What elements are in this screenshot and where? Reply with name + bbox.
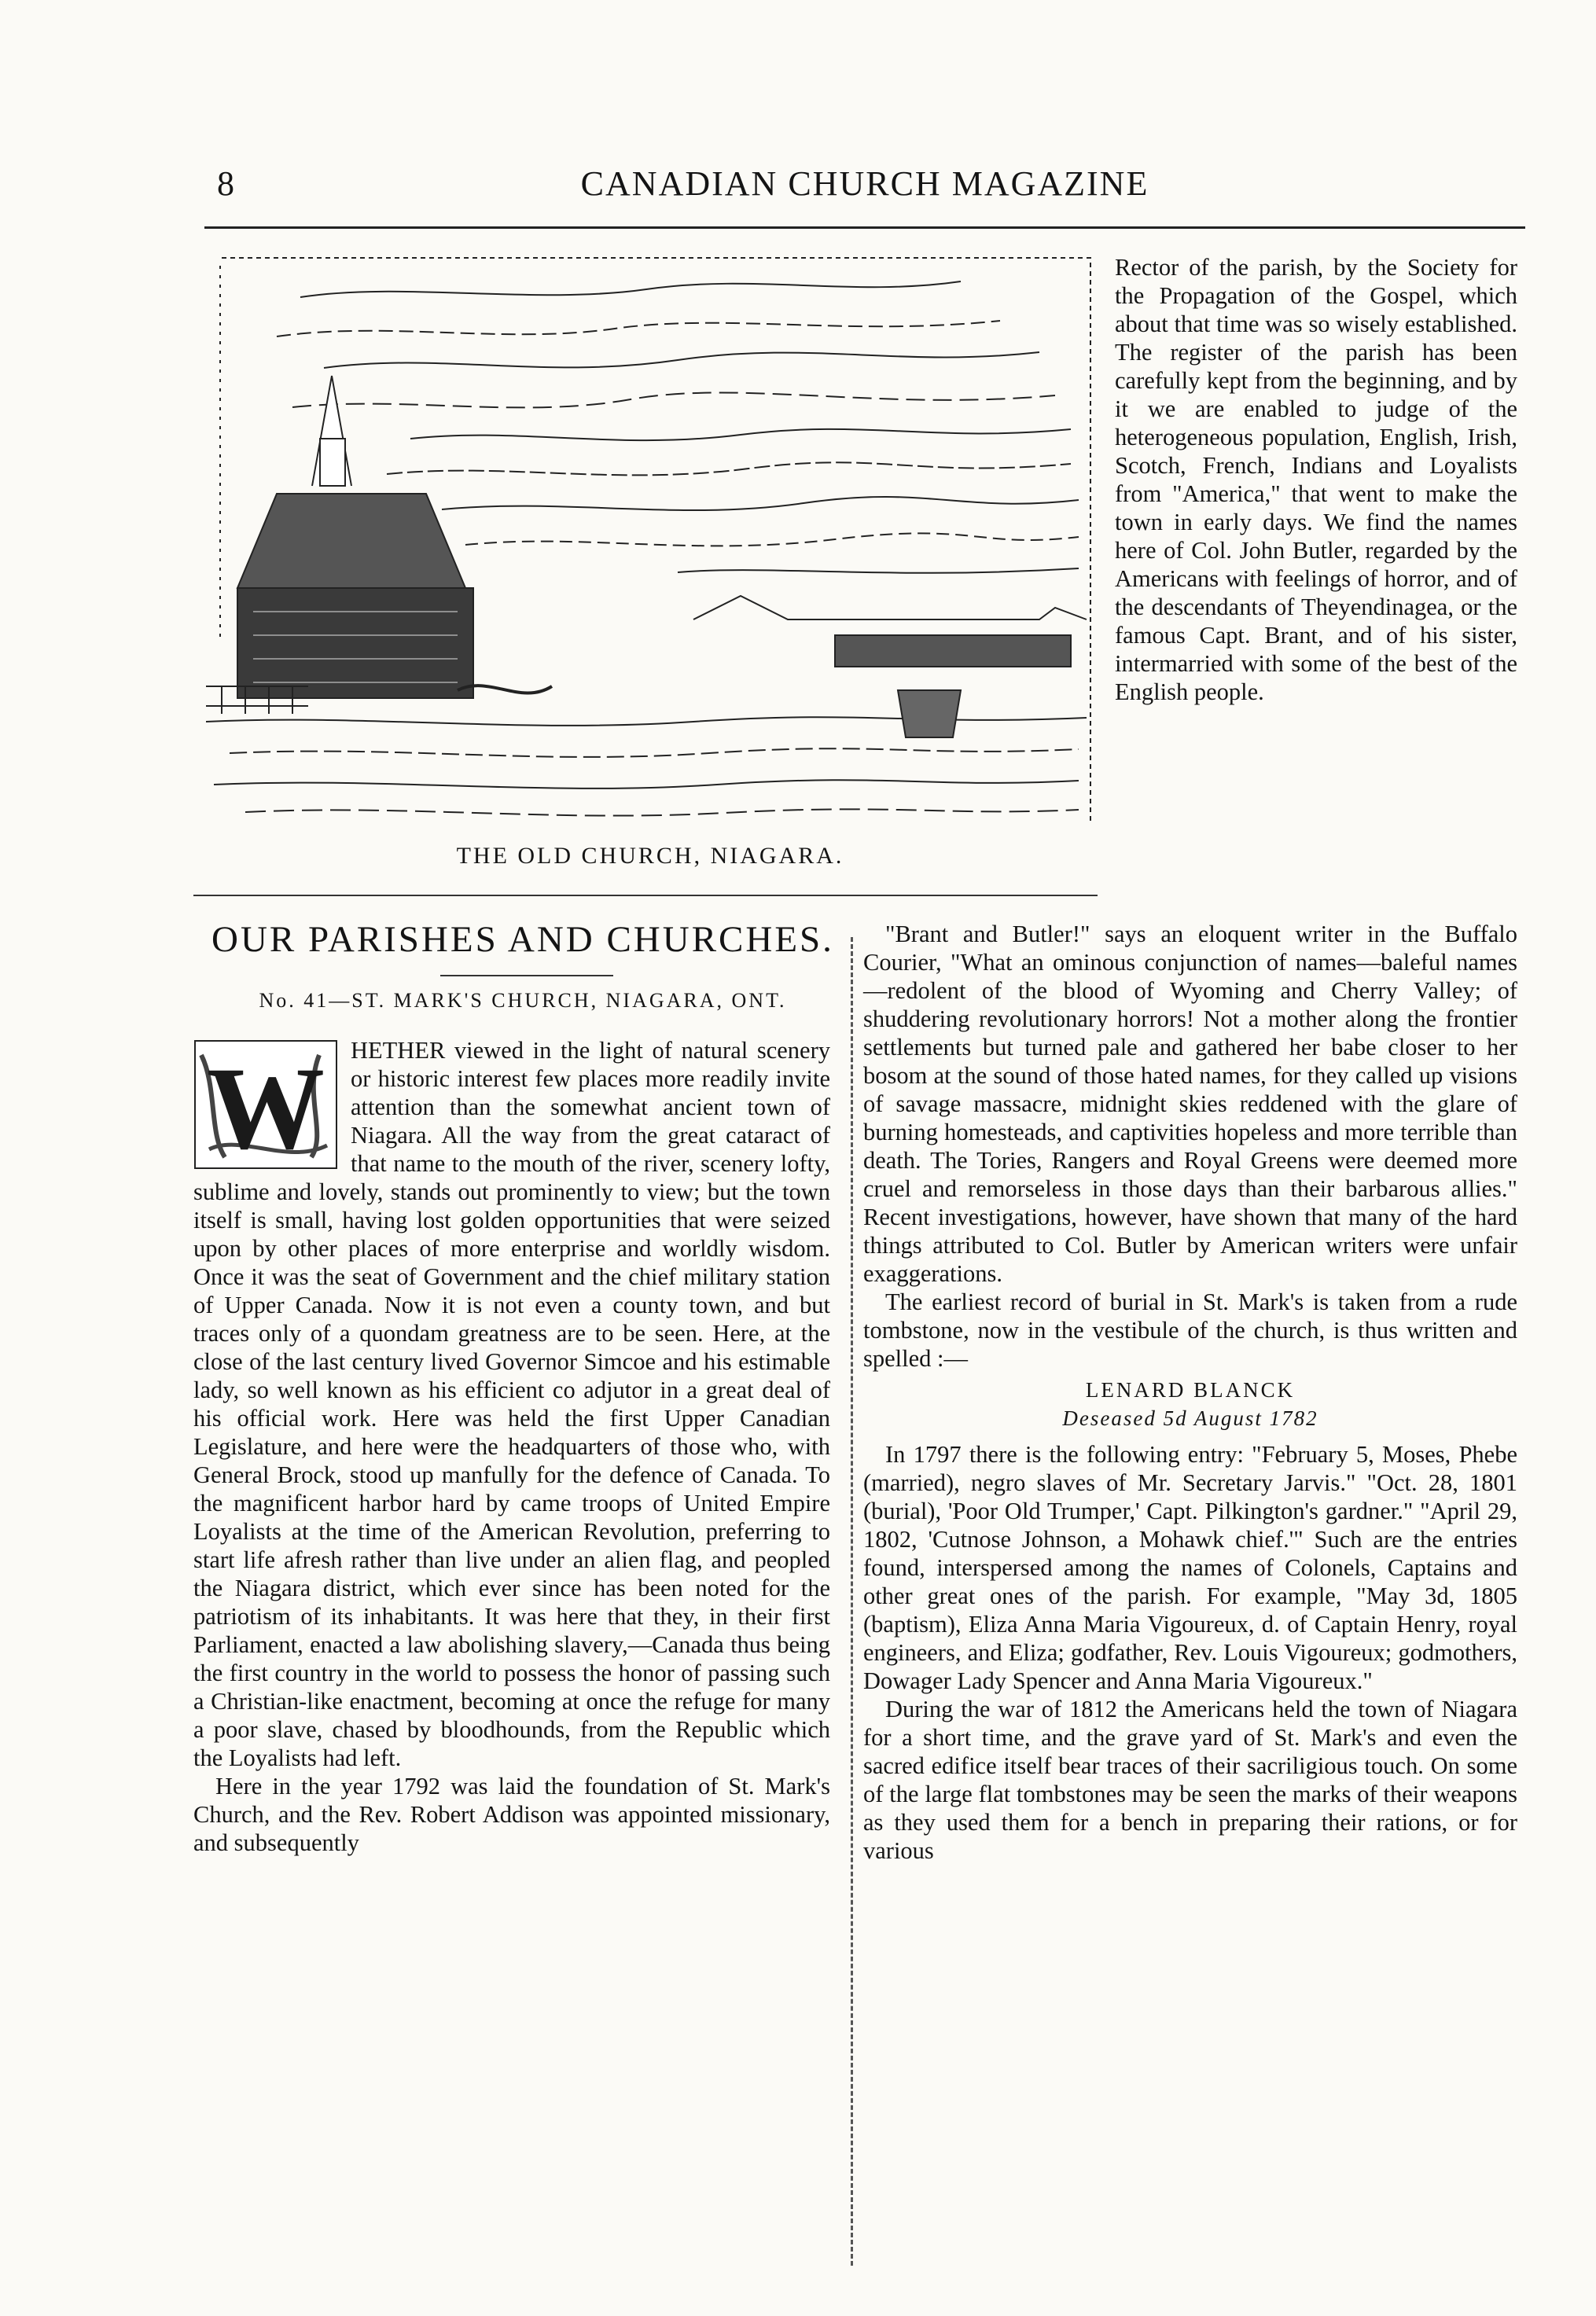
page-number: 8 bbox=[217, 164, 234, 203]
article-paragraph: Rector of the parish, by the Society for the Propagation of the Gospel, which about that time was so wisely established. The register of the parish has been carefully kept from the beginning, and by it we are enabled to judge of the heterogeneous population, English, Irish, Scotch, French, Indians and Loyalists from "America," that went to make the town in early days. We find the names here of Col. John Butler, regarded by the Americans with feelings of horror, and of the descendants of Theyendinagea, or the famous Capt. Brant, and of his sister, intermarried with some of the best of the English people. bbox=[1115, 254, 1517, 705]
article-paragraph: In 1797 there is the following entry: "February 5, Moses, Phebe (married), negro slaves of Mr. Secretary Jarvis." "Oct. 28, 1801 (burial), 'Poor Old Trumper,' Capt. Pilkington's gardner." "April 29, 1802, 'Cutnose Johnson, a Mohawk chief.'" Such are the entries found, interspersed among the names of Colonels, Captains and other great ones of the parish. For example, "May 3d, 1805 (baptism), Eliza Anna Maria Vigoureux, d. of Captain Henry, royal engineers, and Eliza; godfather, Rev. Louis Vigoureux; godmothers, Dowager Lady Spencer and Anna Maria Vigoureux." bbox=[863, 1441, 1517, 1694]
section-title: OUR PARISHES AND CHURCHES. bbox=[211, 919, 834, 960]
article-paragraph: During the war of 1812 the Americans held the town of Niagara for a short time, and the grave yard of St. Mark's and even the sacred edifice itself bear traces of their sacriligious touch. On some of the large flat tombstones may be seen the marks of their weapons as they used them for a bench in preparing their rations, or for various bbox=[863, 1696, 1517, 1864]
drop-cap bbox=[193, 1039, 338, 1170]
running-head: CANADIAN CHURCH MAGAZINE bbox=[580, 164, 1149, 203]
right-top-column bbox=[1115, 253, 1517, 706]
drop-cap-letter: W bbox=[207, 1043, 325, 1170]
article-subtitle: No. 41—ST. MARK'S CHURCH, NIAGARA, ONT. bbox=[259, 989, 787, 1012]
caption-rule bbox=[193, 895, 1098, 896]
right-column bbox=[863, 920, 1517, 1865]
illustration-caption: THE OLD CHURCH, NIAGARA. bbox=[456, 843, 844, 869]
article-paragraph: The earliest record of burial in St. Mark's is taken from a rude tombstone, now in the vestibule of the church, is thus written and spelled :— bbox=[863, 1289, 1517, 1372]
article-paragraph: "Brant and Butler!" says an eloquent writer in the Buffalo Courier, "What an ominous conjunction of names—baleful names—redolent of the blood of Wyoming and Cherry Valley; of shuddering revolutionary horrors! Not a mother along the frontier settlements but turned pale and gathered her babe closer to her bosom at the sound of those hated names, for they called up visions of savage massacre, midnight skies reddened with the glare of burning homesteads, and captivities hopeless and more terrible than death. The Tories, Rangers and Royal Greens were deemed more cruel and remorseless in those days than their barbarous allies." Recent investigations, however, have shown that many of the hard things attributed to Col. Butler by American writers were unfair exaggerations. bbox=[863, 921, 1517, 1287]
left-column bbox=[193, 1036, 830, 1857]
church-engraving bbox=[206, 250, 1094, 847]
header-rule bbox=[204, 226, 1525, 229]
column-divider bbox=[851, 937, 853, 2266]
article-paragraph: Here in the year 1792 was laid the foundation of St. Mark's Church, and the Rev. Robert Addison was appointed missionary, and subsequently bbox=[193, 1773, 830, 1856]
tombstone-name: LENARD BLANCK bbox=[1085, 1378, 1296, 1402]
title-rule bbox=[440, 975, 613, 976]
article-paragraph: HETHER viewed in the light of natural scenery or historic interest few places more readily invite attention than the somewhat ancient town of Niagara. All the way from the great cataract of that name to the mouth of the river, scenery lofty, sublime and lovely, stands out prominently to view; but the town itself is small, having lost golden opportunities that were seized upon by other places of more enterprise and worldly wisdom. Once it was the seat of Government and the chief military station of Upper Canada. Now it is not even a county town, and but traces only of a quondam greatness are to be seen. Here, at the close of the last century lived Governor Simcoe and his estimable lady, so well known as his efficient co adjutor in a great deal of his official work. Here was held the first Upper Canadian Legislature, and here were the headquarters of those who, with General Brock, stood up manfully for the defence of Canada. To the magnificent harbor hard by came troops of United Empire Loyalists at the time of the American Revolution, preferring to start life afresh rather than live under an alien flag, and peopled the Niagara district, which ever since has been noted for the patriotism of its inhabitants. It was here that they, in their first Parliament, enacted a law abolishing slavery,—Canada thus being the first country in the world to possess the honor of passing such a Christian-like enactment, becoming at once the refuge for many a poor slave, chased by bloodhounds, from the Republic which the Loyalists had left. bbox=[193, 1037, 830, 1771]
tombstone-date: Deseased 5d August 1782 bbox=[1062, 1406, 1318, 1430]
